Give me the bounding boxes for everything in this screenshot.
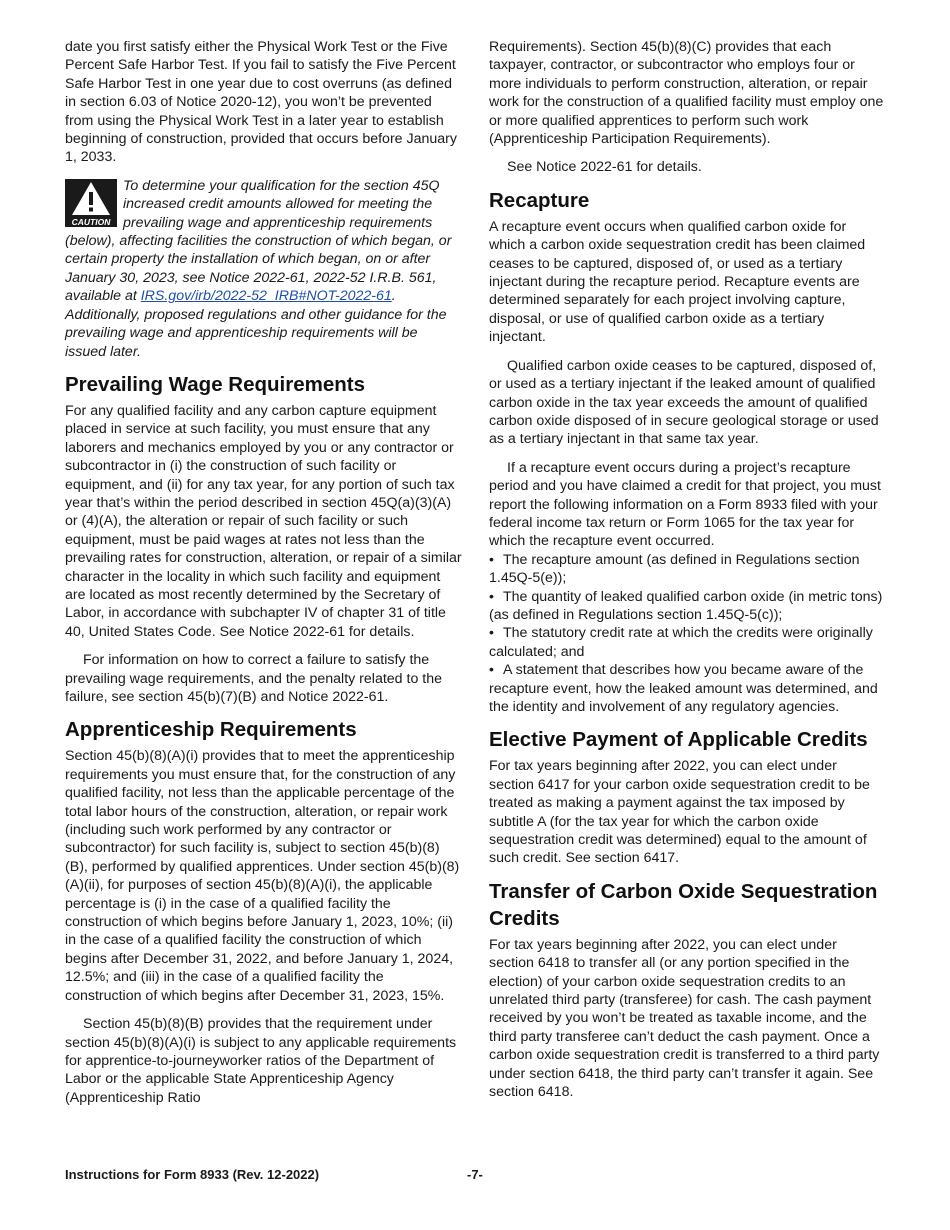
list-item: • A statement that describes how you became aware of the recapture event, how the leaked amount was determined, and the identity and involvement of any regulatory agencies. bbox=[489, 662, 878, 715]
page-footer bbox=[65, 1167, 885, 1187]
paragraph: date you first satisfy either the Physical Work Test or the Five Percent Safe Harbor Test. If you fail to satisfy the Five Percent Safe Harbor Test in one year due to cost overruns (as defined in section 6.03 of Notice 2020-12), you won’t be prevented from using the Physical Work Test in a later year to establish beginning of construction, provided that occurs before January 1, 2033. bbox=[65, 39, 457, 166]
caution-icon bbox=[65, 179, 117, 227]
paragraph: For information on how to correct a failure to satisfy the prevailing wage requirements, and the penalty related to the failure, see section 45(b)(7)(B) and Notice 2022-61. bbox=[65, 652, 442, 705]
right-column bbox=[489, 38, 884, 1112]
heading-prevailing-wage: Prevailing Wage Requirements bbox=[65, 372, 365, 396]
page-number: -7- bbox=[467, 1167, 483, 1182]
paragraph: If a recapture event occurs during a project’s recapture period and you have claimed a credit for that project, you must report the following information on a Form 8933 filed with your federal income tax return or Form 1065 for the tax year for which the recapture event occurred. bbox=[489, 459, 881, 550]
bullet-icon: • bbox=[489, 588, 494, 605]
heading-elective-payment: Elective Payment of Applicable Credits bbox=[489, 728, 868, 752]
list-item: • The recapture amount (as defined in Regulations section 1.45Q-5(e)); bbox=[489, 551, 860, 587]
list-item: • The quantity of leaked qualified carbon oxide (in metric tons) (as defined in Regulations section 1.45Q-5(c)); bbox=[489, 588, 883, 623]
paragraph: For any qualified facility and any carbon capture equipment placed in service at such facility, you must ensure that any laborers and mechanics employed by you or any contractor or subcontractor in (i) the construction of such facility or equipment, and (ii) for any tax year, for any portion of such tax year that’s within the period described in section 45Q(a)(3)(A) or (4)(A), the alteration or repair of such facility or such equipment, must be paid wages at rates not less than the prevailing rates for construction, alteration, or repair of a similar character in the locality in which such facility and equipment are located as most recently determined by the Secretary of Labor, in accordance with subchapter IV of chapter 31 of title 40, United States Code. See Notice 2022-61 for details. bbox=[65, 402, 462, 640]
paragraph: Qualified carbon oxide ceases to be captured, disposed of, or used as a tertiary injectant if the leaked amount of qualified carbon oxide in the tax year exceeds the amount of qualified carbon oxide disposed of in secure geological storage or used as a tertiary injectant in that same tax year. bbox=[489, 357, 879, 448]
paragraph: For tax years beginning after 2022, you can elect under section 6418 to transfer all (or any portion specified in the election) of your carbon oxide sequestration credits to an unrelated third party (transferee) for cash. The cash payment received by you won’t be treated as taxable income, and the third party transferee can’t deduct the cash payment. Once a carbon oxide sequestration credit is transferred to a third party under section 6418, the third party can’t transfer it again. See section 6418. bbox=[489, 936, 880, 1101]
paragraph: Section 45(b)(8)(A)(i) provides that to meet the apprenticeship requirements you must ensure that, for the construction of any qualified facility, not less than the applicable percentage of the total labor hours of the construction, alteration, or repair work (including such work performed by any contractor or subcontractor) for such facility is, subject to section 45(b)(8)(B), performed by qualified apprentices. Under section 45(b)(8)(A)(ii), for purposes of section 45(b)(8)(A)(i), the applicable percentage is (i) in the case of a qualified facility the construction of which begins before January 1, 2023, 10%; (ii) in the case of a qualified facility the construction of which begins after December 31, 2022, and before January 1, 2024, 12.5%; and (iii) in the case of a qualified facility the construction of which begins after December 31, 2023, 15%. bbox=[65, 748, 460, 1004]
heading-transfer: Transfer of Carbon Oxide Sequestration Credits bbox=[489, 879, 878, 930]
bullet-icon: • bbox=[489, 625, 494, 642]
paragraph: Requirements). Section 45(b)(8)(C) provides that each taxpayer, contractor, or subcontractor who employs four or more individuals to perform construction, alteration, or repair work for the construction of a qualified facility must employ one or more qualified apprentices to perform such work (Apprenticeship Participation Requirements). bbox=[489, 39, 884, 148]
paragraph: A recapture event occurs when qualified carbon oxide for which a carbon oxide sequestration credit has been claimed ceases to be captured, disposed of, or used as a tertiary injectant during the recapture period. Recapture events are determined separately for each project involving capture, disposal, or use of qualified carbon oxide as a tertiary injectant. bbox=[489, 218, 866, 346]
form-title: Instructions for Form 8933 (Rev. 12-2022) bbox=[65, 1167, 320, 1182]
heading-recapture: Recapture bbox=[489, 188, 590, 212]
irs-irb-link[interactable]: IRS.gov/irb/2022-52_IRB#NOT-2022-61 bbox=[140, 288, 392, 305]
bullet-icon: • bbox=[489, 662, 494, 679]
caution-text: To determine your qualification for the section 45Q increased credit amounts allowed for meeting the prevailing wage and apprenticeship requirements (below), affecting facilities the construction of which began, or certain property the installation of which began, on or after January 30, 2023, see Notice 2022-61, 2022-52 I.R.B. 561, available at IRS.gov/irb/2022-52_IRB#NOT-2022-61. Additionally, proposed regulations and other guidance for the prevailing wage and apprenticeship requirements will be issued later. bbox=[65, 177, 452, 360]
caution-label: CAUTION bbox=[71, 216, 111, 227]
paragraph: See Notice 2022-61 for details. bbox=[507, 159, 702, 176]
left-column bbox=[65, 38, 462, 1117]
paragraph: For tax years beginning after 2022, you can elect under section 6417 for your carbon oxide sequestration credit to be treated as making a payment against the tax imposed by subtitle A (for the tax year for which the carbon oxide sequestration credit was determined) equal to the amount of such credit. See section 6417. bbox=[489, 758, 870, 867]
paragraph: Section 45(b)(8)(B) provides that the requirement under section 45(b)(8)(A)(i) is subject to any applicable requirements for apprentice-to-journeyworker ratios of the Department of Labor or the applicable State Apprenticeship Agency (Apprenticeship Ratio bbox=[65, 1016, 457, 1106]
list-item: • The statutory credit rate at which the credits were originally calculated; and bbox=[489, 625, 873, 660]
caution-note bbox=[65, 177, 462, 361]
bullet-list bbox=[489, 551, 884, 717]
bullet-icon: • bbox=[489, 551, 494, 568]
heading-apprenticeship: Apprenticeship Requirements bbox=[65, 718, 357, 742]
